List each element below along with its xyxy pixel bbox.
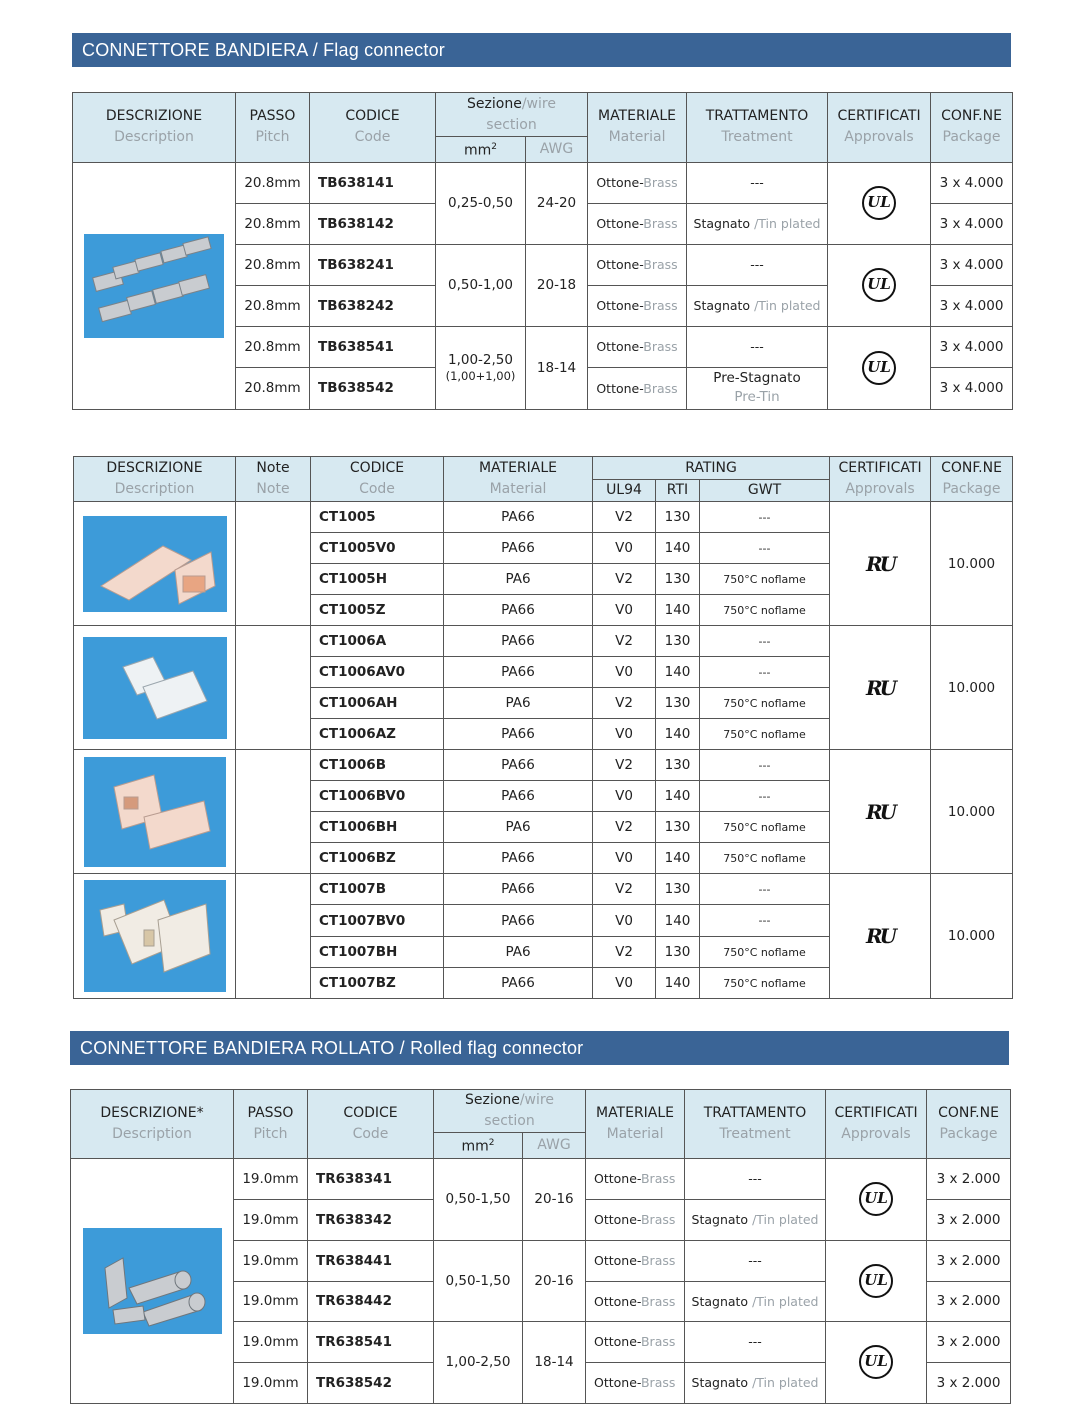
cell-package: 10.000	[931, 750, 1013, 874]
cell-approval	[828, 326, 931, 409]
cell-ul94: V2	[593, 564, 656, 595]
cell-approval	[828, 162, 931, 244]
product-photo-rolled-flag-connector	[71, 1158, 234, 1403]
table-row	[74, 502, 1013, 533]
cell-material: PA66	[444, 843, 593, 874]
cell-approval	[826, 1240, 927, 1321]
cell-awg: 20-18	[526, 244, 588, 326]
cell-code: TB638541	[310, 326, 436, 367]
header-package: CONF.NE Package	[931, 457, 1013, 502]
cell-package: 3 x 4.000	[931, 203, 1013, 244]
cell-code: TB638142	[310, 203, 436, 244]
product-photo-housing	[74, 874, 236, 999]
cell-code: TR638442	[308, 1281, 434, 1321]
cell-rti: 130	[656, 812, 700, 843]
ul-listed-icon: UL	[859, 1182, 893, 1216]
cell-rti: 140	[656, 719, 700, 750]
cell-gwt: ---	[700, 626, 830, 657]
cell-awg: 20-16	[523, 1158, 586, 1240]
cell-material: Ottone-Brass	[588, 244, 687, 285]
cell-material: Ottone-Brass	[588, 367, 687, 409]
cell-gwt: ---	[700, 905, 830, 937]
header-approvals: CERTIFICATI Approvals	[830, 457, 931, 502]
cell-rti: 130	[656, 626, 700, 657]
cell-treatment: Stagnato /Tin plated	[687, 285, 828, 326]
cell-package: 3 x 4.000	[931, 367, 1013, 409]
cell-approval	[826, 1321, 927, 1403]
cell-treatment: ---	[685, 1240, 826, 1281]
cell-treatment: Stagnato /Tin plated	[685, 1281, 826, 1321]
cell-gwt: ---	[700, 533, 830, 564]
cell-awg: 24-20	[526, 162, 588, 244]
cell-material: PA66	[444, 533, 593, 564]
header-code: CODICE Code	[308, 1090, 434, 1159]
ul-recognized-icon: RU	[866, 924, 895, 948]
cell-material: PA6	[444, 688, 593, 719]
cell-gwt: 750°C noflame	[700, 968, 830, 999]
cell-ul94: V0	[593, 968, 656, 999]
cell-pitch: 19.0mm	[234, 1321, 308, 1362]
header-mm2: $mm^2$	[434, 1133, 523, 1159]
cell-ul94: V2	[593, 750, 656, 781]
cell-treatment: ---	[687, 326, 828, 367]
header-treatment: TRATTAMENTO Treatment	[685, 1090, 826, 1159]
cell-code: TR638341	[308, 1158, 434, 1199]
cell-code: CT1006AH	[311, 688, 444, 719]
header-treatment: TRATTAMENTO Treatment	[687, 93, 828, 163]
cell-ul94: V0	[593, 781, 656, 812]
cell-note	[236, 750, 311, 874]
cell-gwt: 750°C noflame	[700, 937, 830, 968]
cell-material: Ottone-Brass	[586, 1362, 685, 1403]
cell-material: PA66	[444, 595, 593, 626]
header-code: CODICE Code	[311, 457, 444, 502]
cell-code: TB638241	[310, 244, 436, 285]
cell-material: Ottone-Brass	[588, 162, 687, 203]
ul-listed-icon: UL	[862, 268, 896, 302]
cell-material: Ottone-Brass	[586, 1199, 685, 1240]
header-ul94: UL94	[593, 480, 656, 502]
cell-gwt: ---	[700, 750, 830, 781]
header-pitch: PASSO Pitch	[234, 1090, 308, 1159]
cell-note	[236, 874, 311, 999]
cell-material: PA66	[444, 657, 593, 688]
product-photo-housing	[74, 626, 236, 750]
cell-code: TB638542	[310, 367, 436, 409]
header-gwt: GWT	[700, 480, 830, 502]
cell-code: TR638541	[308, 1321, 434, 1362]
header-awg: AWG	[526, 137, 588, 163]
cell-treatment: ---	[687, 162, 828, 203]
cell-material: PA66	[444, 968, 593, 999]
cell-pitch: 19.0mm	[234, 1199, 308, 1240]
header-section: Sezione/wire section	[434, 1090, 586, 1133]
cell-material: PA66	[444, 905, 593, 937]
cell-rti: 140	[656, 595, 700, 626]
cell-pitch: 20.8mm	[236, 285, 310, 326]
cell-rti: 130	[656, 750, 700, 781]
cell-package: 3 x 4.000	[931, 162, 1013, 203]
ul-listed-icon: UL	[859, 1345, 893, 1379]
cell-treatment: Stagnato /Tin plated	[687, 203, 828, 244]
product-photo-housing	[74, 750, 236, 874]
cell-code: CT1006AZ	[311, 719, 444, 750]
cell-note	[236, 626, 311, 750]
cell-treatment: ---	[685, 1321, 826, 1362]
cell-section: 1,00-2,50 (1,00+1,00)	[436, 326, 526, 409]
cell-pitch: 19.0mm	[234, 1158, 308, 1199]
cell-treatment: ---	[685, 1158, 826, 1199]
flag-connector-housing-table	[73, 456, 1013, 999]
cell-ul94: V2	[593, 874, 656, 905]
header-awg: AWG	[523, 1133, 586, 1159]
cell-code: CT1005H	[311, 564, 444, 595]
cell-awg: 18-14	[523, 1321, 586, 1403]
cell-pitch: 20.8mm	[236, 367, 310, 409]
cell-package: 3 x 2.000	[927, 1362, 1011, 1403]
cell-gwt: 750°C noflame	[700, 812, 830, 843]
cell-ul94: V0	[593, 719, 656, 750]
cell-package: 3 x 4.000	[931, 244, 1013, 285]
ul-listed-icon: UL	[859, 1264, 893, 1298]
header-mm2: $mm^2$	[436, 137, 526, 163]
cell-treatment: ---	[687, 244, 828, 285]
cell-awg: 20-16	[523, 1240, 586, 1321]
cell-pitch: 20.8mm	[236, 203, 310, 244]
cell-ul94: V2	[593, 502, 656, 533]
cell-code: CT1007B	[311, 874, 444, 905]
cell-gwt: 750°C noflame	[700, 564, 830, 595]
header-material: MATERIALE Material	[444, 457, 593, 502]
cell-package: 10.000	[931, 874, 1013, 999]
cell-ul94: V0	[593, 843, 656, 874]
flag-connector-table	[72, 92, 1013, 410]
cell-code: CT1006B	[311, 750, 444, 781]
cell-pitch: 20.8mm	[236, 162, 310, 203]
cell-note	[236, 502, 311, 626]
cell-ul94: V0	[593, 595, 656, 626]
cell-approval	[830, 502, 931, 626]
cell-treatment: Stagnato /Tin plated	[685, 1199, 826, 1240]
cell-code: TR638441	[308, 1240, 434, 1281]
cell-material: Ottone-Brass	[586, 1240, 685, 1281]
cell-code: CT1006BH	[311, 812, 444, 843]
cell-package: 10.000	[931, 626, 1013, 750]
cell-rti: 130	[656, 937, 700, 968]
cell-material: PA66	[444, 874, 593, 905]
header-rti: RTI	[656, 480, 700, 502]
cell-package: 3 x 4.000	[931, 326, 1013, 367]
cell-material: PA66	[444, 719, 593, 750]
table-row	[74, 874, 1013, 905]
cell-approval	[830, 874, 931, 999]
cell-package: 10.000	[931, 502, 1013, 626]
ul-recognized-icon: RU	[866, 551, 895, 576]
cell-material: PA66	[444, 626, 593, 657]
ul-recognized-icon: RU	[866, 675, 895, 700]
product-photo-flag-connector	[73, 162, 236, 409]
cell-treatment: Stagnato /Tin plated	[685, 1362, 826, 1403]
cell-pitch: 20.8mm	[236, 244, 310, 285]
cell-package: 3 x 2.000	[927, 1199, 1011, 1240]
cell-gwt: ---	[700, 781, 830, 812]
cell-section: 0,50-1,00	[436, 244, 526, 326]
cell-gwt: 750°C noflame	[700, 719, 830, 750]
cell-rti: 140	[656, 533, 700, 564]
cell-material: Ottone-Brass	[586, 1158, 685, 1199]
cell-gwt: ---	[700, 657, 830, 688]
cell-rti: 140	[656, 905, 700, 937]
cell-rti: 130	[656, 502, 700, 533]
cell-material: PA66	[444, 750, 593, 781]
cell-code: CT1005V0	[311, 533, 444, 564]
section-title-rolled-flag-connector: CONNETTORE BANDIERA ROLLATO / Rolled flag connector	[70, 1031, 1009, 1065]
header-code: CODICE Code	[310, 93, 436, 163]
cell-material: Ottone-Brass	[586, 1281, 685, 1321]
header-package: CONF.NE Package	[931, 93, 1013, 163]
cell-code: TB638141	[310, 162, 436, 203]
cell-ul94: V0	[593, 657, 656, 688]
cell-code: TB638242	[310, 285, 436, 326]
cell-pitch: 19.0mm	[234, 1362, 308, 1403]
cell-package: 3 x 2.000	[927, 1240, 1011, 1281]
cell-code: CT1006BZ	[311, 843, 444, 874]
header-description: DESCRIZIONE Description	[74, 457, 236, 502]
ul-listed-icon: UL	[862, 351, 896, 385]
cell-ul94: V2	[593, 688, 656, 719]
cell-material: Ottone-Brass	[586, 1321, 685, 1362]
cell-rti: 140	[656, 781, 700, 812]
cell-rti: 140	[656, 968, 700, 999]
cell-ul94: V2	[593, 812, 656, 843]
cell-code: CT1007BH	[311, 937, 444, 968]
cell-code: CT1006A	[311, 626, 444, 657]
cell-package: 3 x 4.000	[931, 285, 1013, 326]
cell-section: 0,25-0,50	[436, 162, 526, 244]
header-approvals: CERTIFICATI Approvals	[828, 93, 931, 163]
cell-rti: 140	[656, 843, 700, 874]
cell-section: 0,50-1,50	[434, 1240, 523, 1321]
cell-gwt: ---	[700, 874, 830, 905]
cell-gwt: 750°C noflame	[700, 688, 830, 719]
cell-approval	[830, 750, 931, 874]
header-description: DESCRIZIONE* Description	[71, 1090, 234, 1159]
cell-material: PA66	[444, 502, 593, 533]
cell-gwt: 750°C noflame	[700, 595, 830, 626]
cell-rti: 130	[656, 874, 700, 905]
cell-code: CT1007BZ	[311, 968, 444, 999]
section-title-flag-connector: CONNETTORE BANDIERA / Flag connector	[72, 33, 1011, 67]
cell-ul94: V0	[593, 905, 656, 937]
cell-material: PA6	[444, 937, 593, 968]
cell-ul94: V0	[593, 533, 656, 564]
cell-package: 3 x 2.000	[927, 1321, 1011, 1362]
cell-ul94: V2	[593, 626, 656, 657]
product-photo-housing	[74, 502, 236, 626]
header-description: DESCRIZIONE Description	[73, 93, 236, 163]
cell-code: TR638342	[308, 1199, 434, 1240]
cell-material: PA6	[444, 812, 593, 843]
cell-code: CT1005	[311, 502, 444, 533]
cell-treatment: Pre-Stagnato Pre-Tin	[687, 367, 828, 409]
cell-pitch: 19.0mm	[234, 1240, 308, 1281]
cell-code: CT1006AV0	[311, 657, 444, 688]
cell-approval	[828, 244, 931, 326]
header-material: MATERIALE Material	[588, 93, 687, 163]
table-row	[74, 626, 1013, 657]
cell-material: Ottone-Brass	[588, 285, 687, 326]
cell-gwt: 750°C noflame	[700, 843, 830, 874]
cell-pitch: 19.0mm	[234, 1281, 308, 1321]
cell-ul94: V2	[593, 937, 656, 968]
ul-listed-icon: UL	[862, 186, 896, 220]
header-approvals: CERTIFICATI Approvals	[826, 1090, 927, 1159]
cell-pitch: 20.8mm	[236, 326, 310, 367]
cell-approval	[830, 626, 931, 750]
header-material: MATERIALE Material	[586, 1090, 685, 1159]
header-rating: RATING	[593, 457, 830, 480]
cell-rti: 130	[656, 688, 700, 719]
cell-material: PA66	[444, 781, 593, 812]
cell-code: TR638542	[308, 1362, 434, 1403]
cell-gwt: ---	[700, 502, 830, 533]
cell-rti: 140	[656, 657, 700, 688]
cell-awg: 18-14	[526, 326, 588, 409]
cell-section: 0,50-1,50	[434, 1158, 523, 1240]
cell-section: 1,00-2,50	[434, 1321, 523, 1403]
table-row	[74, 750, 1013, 781]
cell-approval	[826, 1158, 927, 1240]
cell-code: CT1005Z	[311, 595, 444, 626]
cell-material: PA6	[444, 564, 593, 595]
cell-material: Ottone-Brass	[588, 203, 687, 244]
cell-material: Ottone-Brass	[588, 326, 687, 367]
header-pitch: PASSO Pitch	[236, 93, 310, 163]
ul-recognized-icon: RU	[866, 799, 895, 824]
cell-code: CT1006BV0	[311, 781, 444, 812]
header-note: Note Note	[236, 457, 311, 502]
cell-code: CT1007BV0	[311, 905, 444, 937]
header-package: CONF.NE Package	[927, 1090, 1011, 1159]
header-section: Sezione/wire section	[436, 93, 588, 137]
cell-rti: 130	[656, 564, 700, 595]
cell-package: 3 x 2.000	[927, 1281, 1011, 1321]
cell-package: 3 x 2.000	[927, 1158, 1011, 1199]
rolled-flag-connector-table	[70, 1089, 1011, 1404]
